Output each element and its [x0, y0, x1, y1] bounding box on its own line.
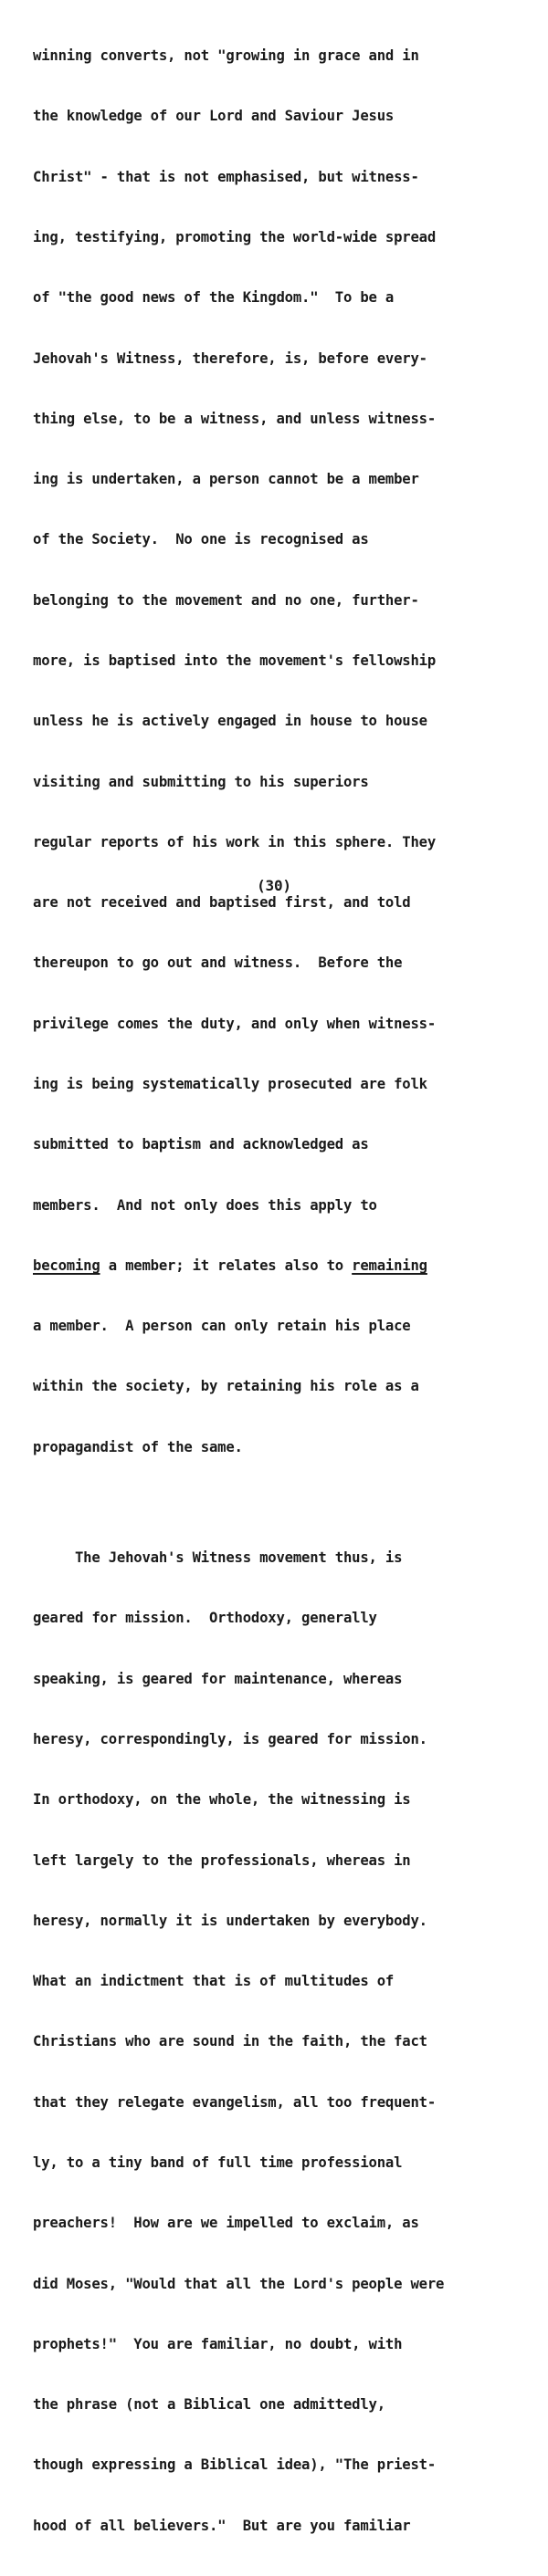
text-line: belonging to the movement and no one, further- — [33, 591, 419, 609]
text-line: submitted to baptism and acknowledged as — [33, 1136, 369, 1153]
text-line: privilege comes the duty, and only when witness- — [33, 1015, 437, 1032]
text-line: visiting and submitting to his superiors — [33, 773, 369, 790]
text-line: Christ" - that is not emphasised, but witness- — [33, 168, 419, 185]
text-line: Christians who are sound in the faith, the fact — [33, 2033, 427, 2050]
text-line: The Jehovah's Witness movement thus, is — [33, 1549, 403, 1567]
text-line: preachers! How are we impelled to exclaim, as — [33, 2215, 419, 2232]
text-line: winning converts, not "growing in grace and in — [33, 47, 419, 65]
text-line: What an indictment that is of multitudes of — [33, 1973, 395, 1990]
text-line: regular reports of his work in this sphere. They — [33, 833, 437, 850]
text-line: thereupon to go out and witness. Before the — [33, 954, 403, 972]
text-line: more, is baptised into the movement's fellowship — [33, 652, 437, 669]
text-line: heresy, correspondingly, is geared for mission. — [33, 1730, 427, 1747]
paragraph-gap — [33, 1497, 521, 1507]
text-line-underlined — [33, 1256, 521, 1276]
text-line: ing, testifying, promoting the world-wide spread — [33, 229, 437, 246]
text-line: thing else, to be a witness, and unless witness- — [33, 410, 437, 427]
text-line: ing is undertaken, a person cannot be a member — [33, 471, 419, 488]
text-line: of the Society. No one is recognised as — [33, 531, 369, 548]
underlined-word-remaining: remaining — [352, 1257, 427, 1274]
text-line: within the society, by retaining his role as a — [33, 1378, 419, 1395]
text-line: propagandist of the same. — [33, 1438, 243, 1455]
text-line: speaking, is geared for maintenance, whereas — [33, 1670, 403, 1687]
underlined-word-becoming: becoming — [33, 1257, 100, 1274]
paragraph-2 — [33, 1507, 521, 2576]
text-line: that they relegate evangelism, all too frequent- — [33, 2093, 437, 2111]
text-line: the knowledge of our Lord and Saviour Jesus — [33, 108, 395, 125]
text-line: a member. A person can only retain his place — [33, 1318, 411, 1335]
text-line: ly, to a tiny band of full time professional — [33, 2154, 403, 2171]
text-fragment: a member; it relates also to — [100, 1257, 353, 1274]
text-line: of "the good news of the Kingdom." To be a — [33, 289, 395, 307]
text-line: Jehovah's Witness, therefore, is, before every- — [33, 349, 427, 367]
paragraph-1 — [33, 5, 521, 1497]
text-line: though expressing a Biblical idea), "The priest- — [33, 2456, 437, 2474]
text-line: unless he is actively engaged in house to house — [33, 713, 427, 730]
text-line: In orthodoxy, on the whole, the witnessing is — [33, 1791, 411, 1809]
text-line: members. And not only does this apply to — [33, 1196, 377, 1214]
text-line: are not received and baptised first, and told — [33, 894, 411, 912]
text-line: heresy, normally it is undertaken by everybody. — [33, 1912, 427, 1929]
text-line: left largely to the professionals, whereas in — [33, 1851, 411, 1869]
text-line: ing is being systematically prosecuted are folk — [33, 1075, 427, 1092]
text-line: geared for mission. Orthodoxy, generally — [33, 1610, 377, 1627]
page-number: (30) — [257, 877, 291, 894]
text-line: the phrase (not a Biblical one admittedly, — [33, 2396, 385, 2414]
text-line: did Moses, "Would that all the Lord's people were — [33, 2275, 445, 2292]
text-line: hood of all believers." But are you familiar — [33, 2517, 411, 2534]
text-line: prophets!" You are familiar, no doubt, with — [33, 2335, 403, 2352]
